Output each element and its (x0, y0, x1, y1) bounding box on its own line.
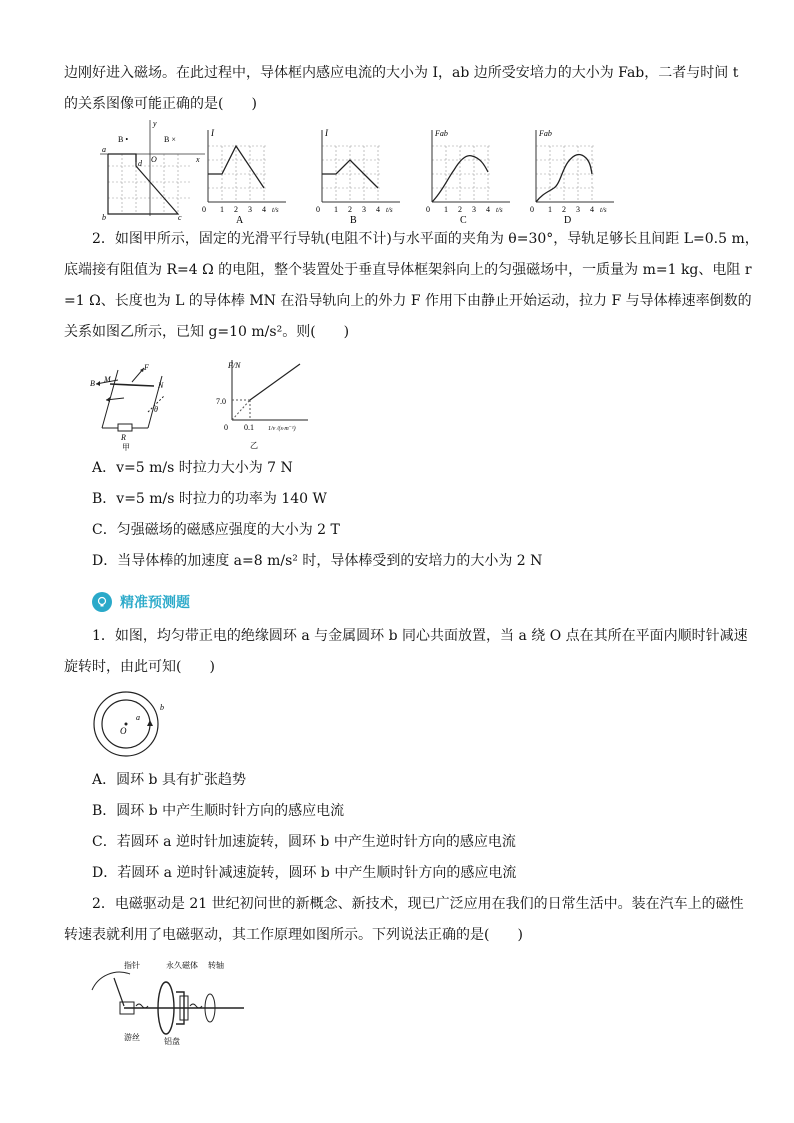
graph-option-b (314, 126, 406, 224)
tick-label: 0 (530, 205, 534, 214)
concentric-rings-figure (90, 688, 170, 760)
tick-label: 1 (334, 205, 338, 214)
option-d: D．当导体棒的加速度 a=8 m/s² 时，导体棒受到的安培力的大小为 2 N (92, 553, 543, 569)
origin-label: O (151, 155, 157, 164)
tick-label: 3 (248, 205, 252, 214)
section-title: 精准预测题 (120, 595, 190, 611)
label-magnet: 永久磁体 (166, 961, 198, 970)
x-axis-label: 1/v /(s·m⁻¹) (268, 426, 296, 432)
question-text-line: 的关系图像可能正确的是( ) (64, 96, 257, 112)
graph-x-label: t/s (496, 206, 503, 214)
graph-y-label: Fab (435, 129, 448, 138)
tick-label: 4 (590, 205, 594, 214)
option-a: A．v=5 m/s 时拉力大小为 7 N (92, 460, 293, 476)
question-text-line: 底端接有阻值为 R=4 Ω 的电阻，整个装置处于垂直导体框架斜向上的匀强磁场中，一质量为 m=1 kg、电阻 r (64, 262, 752, 278)
tick-label: 0 (426, 205, 430, 214)
option-letter: D (564, 215, 572, 224)
tick-label: 0 (202, 205, 206, 214)
tick-label: 4 (376, 205, 380, 214)
question-text-line: 关系如图乙所示，已知 g=10 m/s²。则( ) (64, 324, 350, 340)
tick-label: 2 (458, 205, 462, 214)
option-c: C．若圆环 a 逆时针加速旋转，圆环 b 中产生逆时针方向的感应电流 (92, 834, 516, 850)
label-F: F (144, 363, 149, 372)
graph-option-c (424, 126, 516, 224)
option-letter: A (236, 215, 244, 224)
question-text-line: 1．如图，均匀带正电的绝缘圆环 a 与金属圆环 b 同心共面放置，当 a 绕 O 点在其所在平面内顺时针减速 (92, 628, 748, 644)
figure-caption: 乙 (250, 441, 258, 450)
field-label-b-cross: B × (164, 135, 176, 144)
y-tick-label: 7.0 (216, 397, 226, 406)
tick-label: 1 (548, 205, 552, 214)
axis-label-y: y (153, 119, 157, 128)
label-disk: 铝盘 (164, 1037, 180, 1046)
graph-option-d (528, 126, 620, 224)
label-B: B (90, 379, 95, 388)
graph-x-label: t/s (386, 206, 393, 214)
tick-label: 1 (444, 205, 448, 214)
option-letter: C (460, 215, 467, 224)
question-text-line: 旋转时，由此可知( ) (64, 659, 215, 675)
option-a: A．圆环 b 具有扩张趋势 (92, 772, 246, 788)
y-axis-label: F/N (228, 361, 241, 370)
question-text-line: 2．如图甲所示，固定的光滑平行导轨(电阻不计)与水平面的夹角为 θ=30°，导轨足够长且间距 L=0.5 m， (92, 231, 759, 247)
magnetic-tachometer-figure (84, 956, 254, 1048)
frame-magnetic-field-figure (100, 118, 210, 222)
question-text-line: 2．电磁驱动是 21 世纪初问世的新概念、新技术，现已广泛应用在我们的日常生活中。装在汽车上的磁性 (92, 896, 744, 912)
tick-label: 2 (562, 205, 566, 214)
tick-label: 1 (220, 205, 224, 214)
option-letter: B (350, 215, 357, 224)
ring-label-b: b (160, 703, 164, 712)
tick-label: 0 (316, 205, 320, 214)
graph-y-label: I (325, 128, 328, 138)
lightbulb-icon (92, 592, 112, 612)
point-label-a: a (102, 145, 106, 154)
label-R: R (121, 433, 126, 442)
label-theta: θ (154, 405, 158, 414)
label-N: N (158, 381, 164, 390)
question-text-line: 转速表就利用了电磁驱动，其工作原理如图所示。下列说法正确的是( ) (64, 927, 523, 943)
point-label-c: c (178, 213, 182, 222)
label-pointer: 指针 (124, 961, 140, 970)
option-b: B．v=5 m/s 时拉力的功率为 140 W (92, 491, 327, 507)
label-M: M (104, 375, 111, 384)
ring-label-a: a (136, 713, 140, 722)
axis-label-x: x (196, 155, 200, 164)
graph-x-label: t/s (272, 206, 279, 214)
tick-label: 3 (472, 205, 476, 214)
x-tick-label: 0.1 (244, 423, 254, 432)
point-label-b: b (102, 213, 106, 222)
center-label: O (120, 726, 127, 736)
graph-y-label: I (211, 128, 214, 138)
graph-x-label: t/s (600, 206, 607, 214)
tick-label: 3 (576, 205, 580, 214)
section-header (92, 592, 190, 612)
tick-label: 4 (262, 205, 266, 214)
origin-label: 0 (224, 423, 228, 432)
tick-label: 2 (234, 205, 238, 214)
incline-rail-figure (88, 356, 188, 452)
graph-y-label: Fab (539, 129, 552, 138)
tick-label: 4 (486, 205, 490, 214)
graph-option-a (200, 126, 292, 224)
label-shaft: 转轴 (208, 961, 224, 970)
point-label-d: d (138, 159, 142, 168)
option-d: D．若圆环 a 逆时针减速旋转，圆环 b 中产生顺时针方向的感应电流 (92, 865, 517, 881)
figure-caption: 甲 (122, 443, 130, 452)
option-c: C．匀强磁场的磁感应强度的大小为 2 T (92, 522, 340, 538)
label-spring: 游丝 (124, 1033, 140, 1042)
option-b: B．圆环 b 中产生顺时针方向的感应电流 (92, 803, 345, 819)
question-text-line: 边刚好进入磁场。在此过程中，导体框内感应电流的大小为 I，ab 边所受安培力的大小为 Fab，二者与时间 t (64, 65, 739, 81)
field-label-b-dot: B • (118, 135, 129, 144)
force-vs-inverse-speed-graph (212, 356, 322, 452)
tick-label: 2 (348, 205, 352, 214)
tick-label: 3 (362, 205, 366, 214)
question-text-line: =1 Ω、长度也为 L 的导体棒 MN 在沿导轨向上的外力 F 作用下由静止开始运动，拉力 F 与导体棒速率倒数的 (64, 293, 752, 309)
